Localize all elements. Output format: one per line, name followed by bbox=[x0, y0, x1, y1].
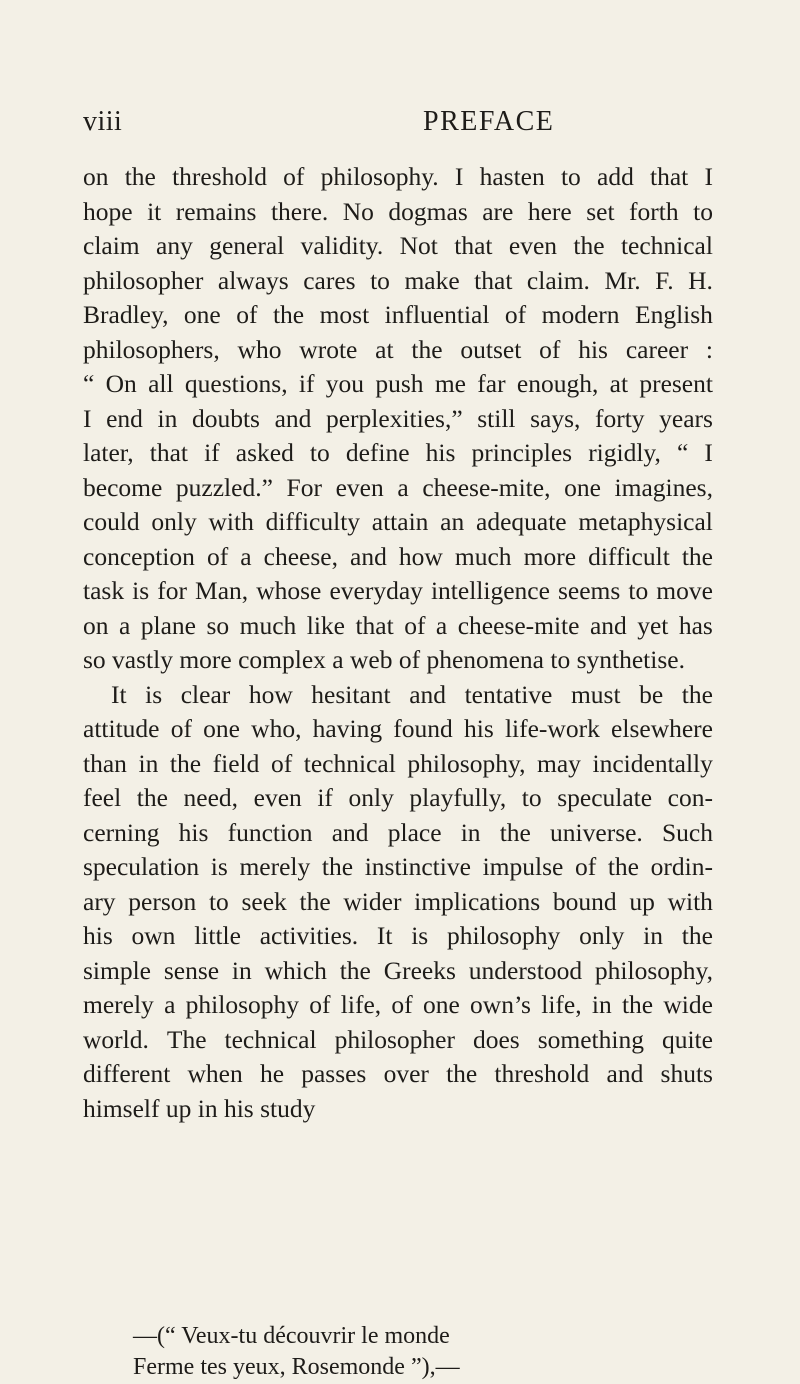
word: the bbox=[411, 334, 443, 364]
word: wider bbox=[343, 886, 402, 916]
word: a bbox=[397, 472, 409, 502]
word: No bbox=[342, 196, 374, 226]
word: instinctive bbox=[364, 852, 471, 881]
word: in bbox=[643, 921, 663, 950]
word: and bbox=[331, 817, 369, 847]
word: the bbox=[299, 886, 331, 916]
word: how bbox=[398, 541, 443, 571]
word: The bbox=[166, 1024, 207, 1054]
word: the bbox=[621, 990, 654, 1019]
word: ary bbox=[83, 886, 116, 916]
text-line bbox=[83, 195, 713, 230]
word: hasten bbox=[479, 162, 545, 191]
word: the bbox=[681, 921, 713, 950]
text-line bbox=[83, 333, 713, 368]
word: life-work bbox=[504, 714, 600, 743]
word: a bbox=[240, 541, 252, 571]
word: intelligence bbox=[430, 576, 550, 605]
word: merely bbox=[239, 852, 311, 881]
word: impulse bbox=[482, 852, 564, 881]
word: even bbox=[253, 783, 302, 812]
word: life, bbox=[340, 990, 382, 1019]
word: task bbox=[83, 576, 125, 605]
word: move bbox=[656, 576, 713, 605]
word: attain bbox=[371, 507, 429, 536]
word: far bbox=[477, 369, 506, 398]
word: the bbox=[446, 1059, 478, 1088]
word: are bbox=[482, 196, 514, 226]
word: elsewhere bbox=[611, 714, 713, 743]
word: years bbox=[659, 403, 713, 433]
word: and bbox=[274, 403, 312, 433]
word: function bbox=[227, 817, 313, 847]
word: something bbox=[537, 1024, 644, 1054]
word: activities. bbox=[259, 921, 359, 950]
word: I bbox=[704, 438, 713, 467]
word: yet bbox=[637, 610, 669, 640]
word: of bbox=[404, 610, 426, 640]
word: says, bbox=[530, 403, 581, 433]
word: threshold bbox=[494, 1059, 590, 1088]
word: the bbox=[607, 852, 639, 881]
word: that bbox=[149, 438, 188, 467]
word: having bbox=[312, 714, 383, 743]
word: passes bbox=[301, 1059, 367, 1088]
word: everyday bbox=[329, 576, 423, 605]
word: questions, bbox=[184, 369, 288, 398]
word: general bbox=[209, 231, 285, 260]
word: need, bbox=[183, 783, 239, 812]
verse-line: Ferme tes yeux, Rosemonde ”),— bbox=[133, 1354, 460, 1380]
word: technical bbox=[620, 231, 713, 260]
word: the bbox=[339, 955, 371, 985]
page-number: viii bbox=[83, 106, 123, 137]
word: is bbox=[210, 852, 228, 881]
word: an bbox=[440, 507, 465, 536]
word: ordin- bbox=[650, 852, 713, 881]
word: cares bbox=[303, 265, 356, 295]
word: has bbox=[678, 610, 713, 640]
word: at bbox=[375, 334, 394, 364]
word: H. bbox=[688, 265, 713, 295]
word: me bbox=[434, 369, 466, 398]
word: that bbox=[454, 231, 493, 260]
text-line bbox=[83, 264, 713, 299]
word: technical bbox=[224, 1024, 317, 1054]
word: philosophers, bbox=[83, 334, 220, 364]
word: con- bbox=[667, 783, 713, 812]
word: of bbox=[206, 541, 229, 571]
word: could bbox=[83, 507, 140, 536]
word: the bbox=[136, 783, 168, 812]
word: universe. bbox=[550, 817, 643, 847]
word: to bbox=[693, 196, 713, 226]
word: define bbox=[345, 438, 410, 467]
word: is bbox=[132, 576, 150, 605]
word: “ bbox=[83, 369, 95, 398]
word: puzzled.” bbox=[175, 472, 273, 502]
word: different bbox=[83, 1059, 171, 1088]
word: and bbox=[589, 610, 627, 640]
word: F. bbox=[655, 265, 674, 295]
word: does bbox=[472, 1024, 520, 1054]
word: plane bbox=[140, 610, 196, 640]
word: make bbox=[404, 265, 460, 295]
word: in bbox=[157, 403, 178, 433]
word: at bbox=[609, 369, 629, 398]
word: person bbox=[128, 886, 197, 916]
word: cheese, bbox=[263, 541, 338, 571]
word: and bbox=[409, 679, 447, 709]
word: technical bbox=[303, 748, 396, 778]
word: it bbox=[147, 196, 162, 226]
word: with bbox=[667, 886, 713, 916]
word: in bbox=[138, 748, 159, 778]
word: difficulty bbox=[265, 507, 361, 536]
word: is bbox=[411, 921, 429, 950]
word: of bbox=[236, 300, 258, 329]
word: adequate bbox=[476, 507, 567, 536]
word: It bbox=[376, 921, 393, 950]
word: set bbox=[586, 196, 615, 226]
word: sense bbox=[163, 955, 220, 985]
word: little bbox=[194, 921, 241, 950]
word: when bbox=[187, 1059, 243, 1088]
word: the bbox=[499, 817, 531, 847]
word: modern bbox=[541, 300, 620, 329]
word: own’s bbox=[470, 990, 531, 1019]
word: philosophy, bbox=[407, 748, 526, 778]
word: cheese-mite, bbox=[422, 472, 551, 502]
word: attitude bbox=[83, 714, 160, 743]
word: asked bbox=[235, 438, 294, 467]
word: his bbox=[425, 438, 456, 467]
word: the bbox=[573, 231, 605, 260]
word: philosophy. bbox=[320, 162, 439, 191]
word: only bbox=[151, 507, 197, 536]
word: outset bbox=[460, 334, 522, 364]
word: end bbox=[106, 403, 143, 433]
word: one bbox=[564, 472, 601, 502]
word: his bbox=[178, 817, 209, 847]
word: like bbox=[306, 610, 345, 640]
word: his bbox=[83, 921, 113, 950]
word: in bbox=[591, 990, 612, 1019]
word: who, bbox=[251, 714, 302, 743]
word: push bbox=[375, 369, 424, 398]
word: playfully, bbox=[409, 783, 507, 812]
word: conception bbox=[83, 541, 195, 571]
word: wrote bbox=[299, 334, 358, 364]
word: the bbox=[169, 748, 202, 778]
text-line: himself up in his study bbox=[83, 1093, 316, 1123]
word: forty bbox=[594, 403, 645, 433]
word: incidentally bbox=[592, 748, 713, 778]
word: claim. bbox=[526, 265, 590, 295]
word: I bbox=[83, 403, 92, 433]
word: I bbox=[704, 162, 713, 191]
word: the bbox=[681, 541, 713, 571]
word: here bbox=[527, 196, 572, 226]
word: that bbox=[355, 610, 394, 640]
text-line bbox=[83, 988, 713, 1023]
word: even bbox=[508, 231, 558, 260]
word: the bbox=[124, 162, 156, 191]
word: of bbox=[309, 990, 331, 1019]
word: still bbox=[477, 403, 516, 433]
word: of bbox=[504, 300, 527, 329]
word: much bbox=[239, 610, 297, 640]
word: perplexities,” bbox=[325, 403, 463, 433]
text-line bbox=[83, 298, 713, 333]
word: a bbox=[435, 610, 448, 640]
word: and bbox=[606, 1059, 644, 1088]
text-line bbox=[83, 919, 713, 954]
word: career bbox=[625, 334, 689, 364]
word: philosopher bbox=[334, 1024, 455, 1054]
text-line bbox=[83, 747, 713, 782]
word: there. bbox=[270, 196, 329, 226]
word: of bbox=[170, 714, 192, 743]
word: tentative bbox=[464, 679, 553, 709]
page-header bbox=[83, 106, 713, 146]
word: seems bbox=[557, 576, 621, 605]
word: influential bbox=[384, 300, 490, 329]
word: one bbox=[422, 990, 460, 1019]
word: speculation bbox=[83, 852, 200, 881]
text-line bbox=[83, 885, 713, 920]
word: On bbox=[105, 369, 137, 398]
text-line bbox=[83, 678, 713, 713]
word: forth bbox=[629, 196, 679, 226]
word: own bbox=[131, 921, 176, 950]
text-line bbox=[83, 160, 713, 195]
word: in bbox=[460, 817, 481, 847]
word: field bbox=[212, 748, 260, 778]
word: a bbox=[118, 610, 131, 640]
word: hope bbox=[83, 196, 133, 226]
word: must bbox=[570, 679, 621, 709]
word: rigidly, bbox=[588, 438, 661, 467]
word: feel bbox=[83, 783, 122, 812]
text-line bbox=[83, 402, 713, 437]
word: his bbox=[578, 334, 608, 364]
word: with bbox=[208, 507, 254, 536]
text-line bbox=[83, 367, 713, 402]
word: so bbox=[206, 610, 230, 640]
word: understood bbox=[468, 955, 583, 985]
word: of bbox=[574, 852, 597, 881]
word: a bbox=[164, 990, 176, 1019]
text-line bbox=[83, 436, 713, 471]
word: Such bbox=[661, 817, 713, 847]
word: whose bbox=[256, 576, 322, 605]
word: the bbox=[321, 852, 354, 881]
word: life, bbox=[541, 990, 582, 1019]
text-line bbox=[83, 1023, 713, 1058]
word: dogmas bbox=[388, 196, 468, 226]
word: : bbox=[705, 334, 713, 364]
word: Mr. bbox=[604, 265, 641, 295]
word: world. bbox=[83, 1024, 149, 1054]
word: present bbox=[639, 369, 713, 398]
text-line bbox=[83, 781, 713, 816]
word: if bbox=[204, 438, 220, 467]
word: become bbox=[83, 472, 163, 502]
word: up bbox=[629, 886, 655, 916]
word: philosopher bbox=[83, 265, 204, 295]
verse-quote bbox=[133, 1321, 693, 1383]
word: you bbox=[325, 369, 365, 398]
word: much bbox=[454, 541, 512, 571]
word: one bbox=[203, 714, 240, 743]
word: that bbox=[474, 265, 513, 295]
text-line bbox=[83, 540, 713, 575]
word: later, bbox=[83, 438, 134, 467]
word: “ bbox=[677, 438, 689, 467]
word: It bbox=[111, 679, 127, 709]
word: add bbox=[597, 162, 634, 191]
word: English bbox=[635, 300, 713, 329]
text-line bbox=[83, 816, 713, 851]
word: only bbox=[348, 783, 394, 812]
word: the bbox=[272, 300, 305, 329]
word: cerning bbox=[83, 817, 160, 847]
word: Not bbox=[399, 231, 438, 260]
word: always bbox=[217, 265, 289, 295]
word: Greeks bbox=[383, 955, 456, 985]
word: and bbox=[350, 541, 387, 571]
word: enough, bbox=[516, 369, 599, 398]
word: to bbox=[208, 886, 229, 916]
word: doubts bbox=[191, 403, 260, 433]
word: principles bbox=[471, 438, 573, 467]
word: the bbox=[681, 679, 713, 709]
word: of bbox=[539, 334, 561, 364]
word: which bbox=[264, 955, 327, 985]
word: be bbox=[639, 679, 664, 709]
word: I bbox=[454, 162, 464, 191]
word: implications bbox=[414, 886, 541, 916]
word: he bbox=[259, 1059, 285, 1088]
word: philosophy, bbox=[594, 955, 713, 985]
word: to bbox=[628, 576, 649, 605]
word: all bbox=[148, 369, 174, 398]
word: any bbox=[156, 231, 193, 260]
text-line bbox=[83, 712, 713, 747]
word: in bbox=[231, 955, 252, 985]
word: to bbox=[560, 162, 581, 191]
word: simple bbox=[83, 955, 151, 985]
word: to bbox=[309, 438, 330, 467]
word: on bbox=[83, 162, 109, 191]
word: philosophy bbox=[185, 990, 300, 1019]
text-line bbox=[83, 1057, 713, 1092]
word: found bbox=[393, 714, 453, 743]
word: remains bbox=[175, 196, 257, 226]
word: Man, bbox=[195, 576, 249, 605]
word: validity. bbox=[300, 231, 384, 260]
word: seek bbox=[241, 886, 287, 916]
text-line bbox=[83, 471, 713, 506]
word: one bbox=[183, 300, 221, 329]
word: over bbox=[383, 1059, 429, 1088]
word: is bbox=[145, 679, 163, 709]
word: most bbox=[319, 300, 370, 329]
word: hesitant bbox=[311, 679, 391, 709]
word: cheese-mite bbox=[457, 610, 580, 640]
word: threshold bbox=[172, 162, 267, 191]
word: merely bbox=[83, 990, 154, 1019]
word: of bbox=[391, 990, 413, 1019]
word: of bbox=[270, 748, 293, 778]
word: how bbox=[248, 679, 293, 709]
word: to bbox=[370, 265, 390, 295]
text-line bbox=[83, 229, 713, 264]
text-line bbox=[83, 609, 713, 644]
body-text bbox=[83, 160, 713, 1126]
word: philosophy bbox=[446, 921, 561, 950]
word: to bbox=[521, 783, 542, 812]
word: metaphysical bbox=[578, 507, 713, 536]
text-line bbox=[83, 850, 713, 885]
word: on bbox=[83, 610, 109, 640]
word: For bbox=[286, 472, 322, 502]
word: who bbox=[237, 334, 282, 364]
word: if bbox=[298, 369, 315, 398]
word: his bbox=[463, 714, 494, 743]
word: that bbox=[650, 162, 689, 191]
text-line bbox=[83, 954, 713, 989]
word: wide bbox=[663, 990, 713, 1019]
word: of bbox=[283, 162, 305, 191]
word: quite bbox=[661, 1024, 713, 1054]
word: for bbox=[157, 576, 187, 605]
word: may bbox=[537, 748, 581, 778]
word: clear bbox=[180, 679, 231, 709]
word: Bradley, bbox=[83, 300, 169, 329]
text-line bbox=[83, 574, 713, 609]
word: even bbox=[335, 472, 384, 502]
word: imagines, bbox=[614, 472, 713, 502]
word: difficult bbox=[588, 541, 670, 571]
word: bound bbox=[552, 886, 617, 916]
word: if bbox=[317, 783, 333, 812]
word: shuts bbox=[660, 1059, 713, 1088]
word: claim bbox=[83, 231, 140, 260]
running-title: PREFACE bbox=[423, 106, 555, 137]
word: place bbox=[387, 817, 442, 847]
word: more bbox=[523, 541, 577, 571]
verse-line: —(“ Veux-tu découvrir le monde bbox=[133, 1323, 450, 1349]
word: than bbox=[83, 748, 127, 778]
text-line: so vastly more complex a web of phenomena to synthetise. bbox=[83, 645, 685, 674]
word: only bbox=[579, 921, 625, 950]
word: speculate bbox=[557, 783, 653, 812]
text-line bbox=[83, 505, 713, 540]
